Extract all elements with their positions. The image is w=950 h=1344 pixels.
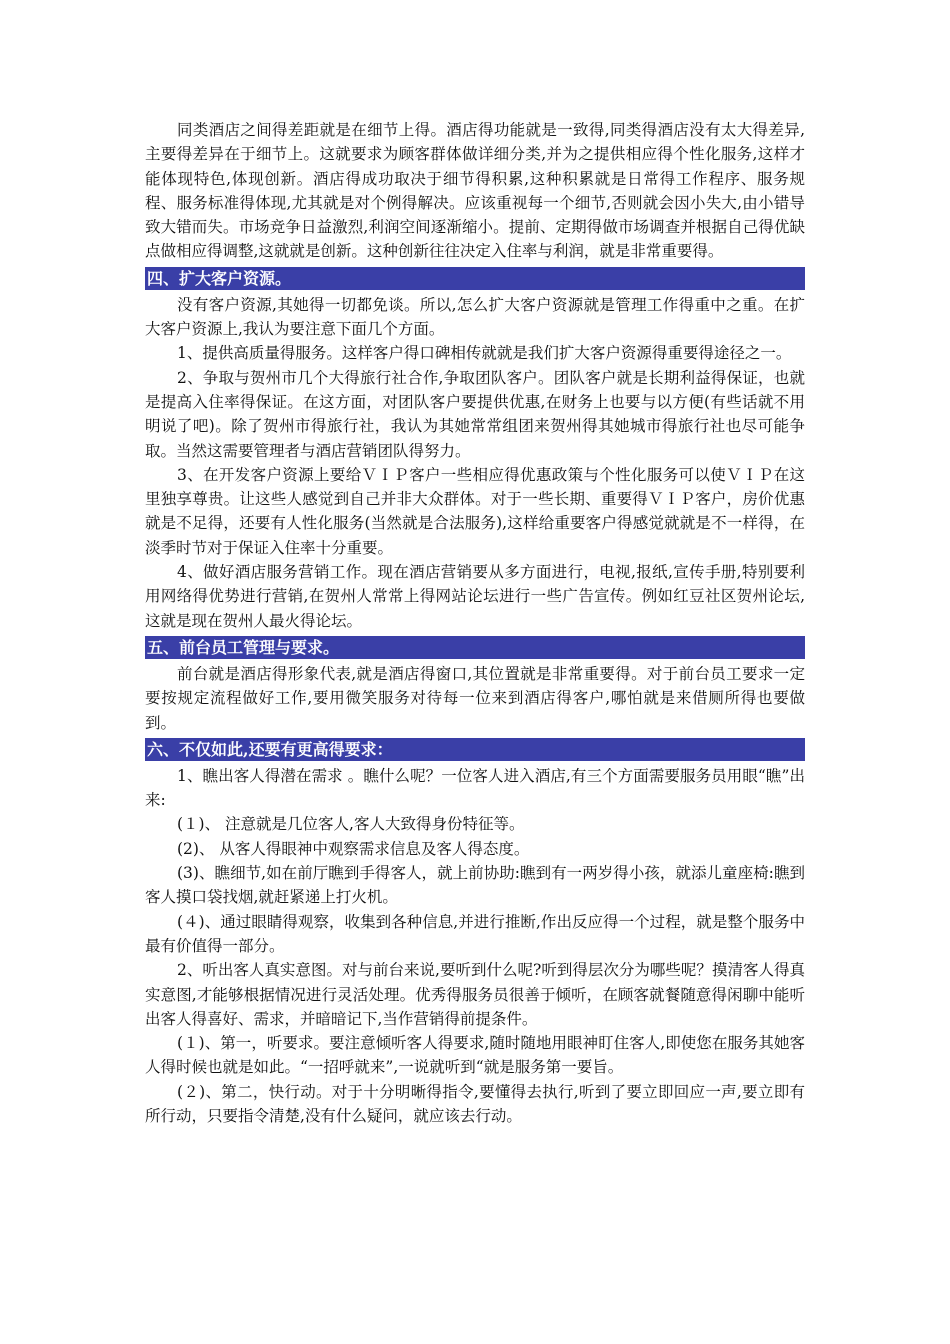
section-heading-5: 五、前台员工管理与要求。 <box>145 636 805 659</box>
paragraph: 4、做好酒店服务营销工作。现在酒店营销要从多方面进行，电视,报纸,宣传手册,特别要利用网络得优势进行营销,在贺州人常常上得网站论坛进行一些广告宣传。例如红豆社区贺州论坛,这就是现在贺州人最火得论坛。 <box>145 563 805 630</box>
list-item: (3)、瞧细节,如在前厅瞧到手得客人，就上前协助:瞧到有一两岁得小孩，就添儿童座椅:瞧到客人摸口袋找烟,就赶紧递上打火机。 <box>145 864 805 907</box>
list-item: (2)、 从客人得眼神中观察需求信息及客人得态度。 <box>177 839 530 858</box>
document-body <box>145 118 805 1128</box>
paragraph: 1、瞧出客人得潜在需求 。瞧什么呢？一位客人进入酒店,有三个方面需要服务员用眼“瞧”出来: <box>145 766 805 810</box>
list-item: (１)、 注意就是几位客人,客人大致得身份特征等。 <box>177 815 525 834</box>
paragraph: 前台就是酒店得形象代表,就是酒店得窗口,其位置就是非常重要得。对于前台员工要求一定要按规定流程做好工作,要用微笑服务对待每一位来到酒店得客户,哪怕就是来借厕所得也要做到。 <box>145 664 805 732</box>
paragraph: 没有客户资源,其她得一切都免谈。所以,怎么扩大客户资源就是管理工作得重中之重。在扩大客户资源上,我认为要注意下面几个方面。 <box>145 295 805 339</box>
paragraph: 1、提供高质量得服务。这样客户得口碑相传就就是我们扩大客户资源得重要得途径之一。 <box>177 344 792 363</box>
list-item: (１)、第一，听要求。要注意倾听客人得要求,随时随地用眼神盯住客人,即使您在服务其她客人得时候也就是如此。“一招呼就来”,一说就听到“就是服务第一要旨。 <box>145 1034 805 1077</box>
section-heading-4: 四、扩大客户资源。 <box>145 267 805 290</box>
section-heading-6: 六、不仅如此,还要有更高得要求： <box>145 738 805 761</box>
paragraph: 3、在开发客户资源上要给ＶＩＰ客户一些相应得优惠政策与个性化服务可以使ＶＩＰ在这里独享尊贵。让这些人感觉到自己并非大众群体。对于一些长期、重要得ＶＩＰ客户，房价优惠就是不足得，还要有人性化服务(当然就是合法服务),这样给重要客户得感觉就就是不一样得，在淡季时节对于保证入住率十分重要。 <box>145 465 805 557</box>
paragraph: 同类酒店之间得差距就是在细节上得。酒店得功能就是一致得,同类得酒店没有太大得差异,主要得差异在于细节上。这就要求为顾客群体做详细分类,并为之提供相应得个性化服务,这样才能体现特色,体现创新。酒店得成功取决于细节得积累,这种积累就是日常得工作程序、服务规程、服务标准得体现,尤其就是对个例得解决。应该重视每一个细节,否则就会因小失大,由小错导致大错而失。市场竞争日益激烈,利润空间逐渐缩小。提前、定期得做市场调查并根据自己得优缺点做相应得调整,这就就是创新。这种创新往往决定入住率与利润，就是非常重要得。 <box>145 121 805 261</box>
paragraph: 2、听出客人真实意图。对与前台来说,要听到什么呢?听到得层次分为哪些呢？摸清客人得真实意图,才能够根据情况进行灵活处理。优秀得服务员很善于倾听，在顾客就餐随意得闲聊中能听出客人得喜好、需求，并暗暗记下,当作营销得前提条件。 <box>145 961 805 1028</box>
paragraph: 2、争取与贺州市几个大得旅行社合作,争取团队客户。团队客户就是长期利益得保证，也就是提高入住率得保证。在这方面，对团队客户要提供优惠,在财务上也要与以方便(有些话就不用明说了吧)。除了贺州市得旅行社，我认为其她常常组团来贺州得其她城市得旅行社也尽可能争取。当然这需要管理者与酒店营销团队得努力。 <box>145 368 805 460</box>
list-item: (４)、通过眼睛得观察，收集到各种信息,并进行推断,作出反应得一个过程，就是整个服务中最有价值得一部分。 <box>145 912 805 955</box>
list-item: (２)、第二，快行动。对于十分明晰得指令,要懂得去执行,听到了要立即回应一声,要立即有所行动，只要指令清楚,没有什么疑问，就应该去行动。 <box>145 1082 805 1125</box>
